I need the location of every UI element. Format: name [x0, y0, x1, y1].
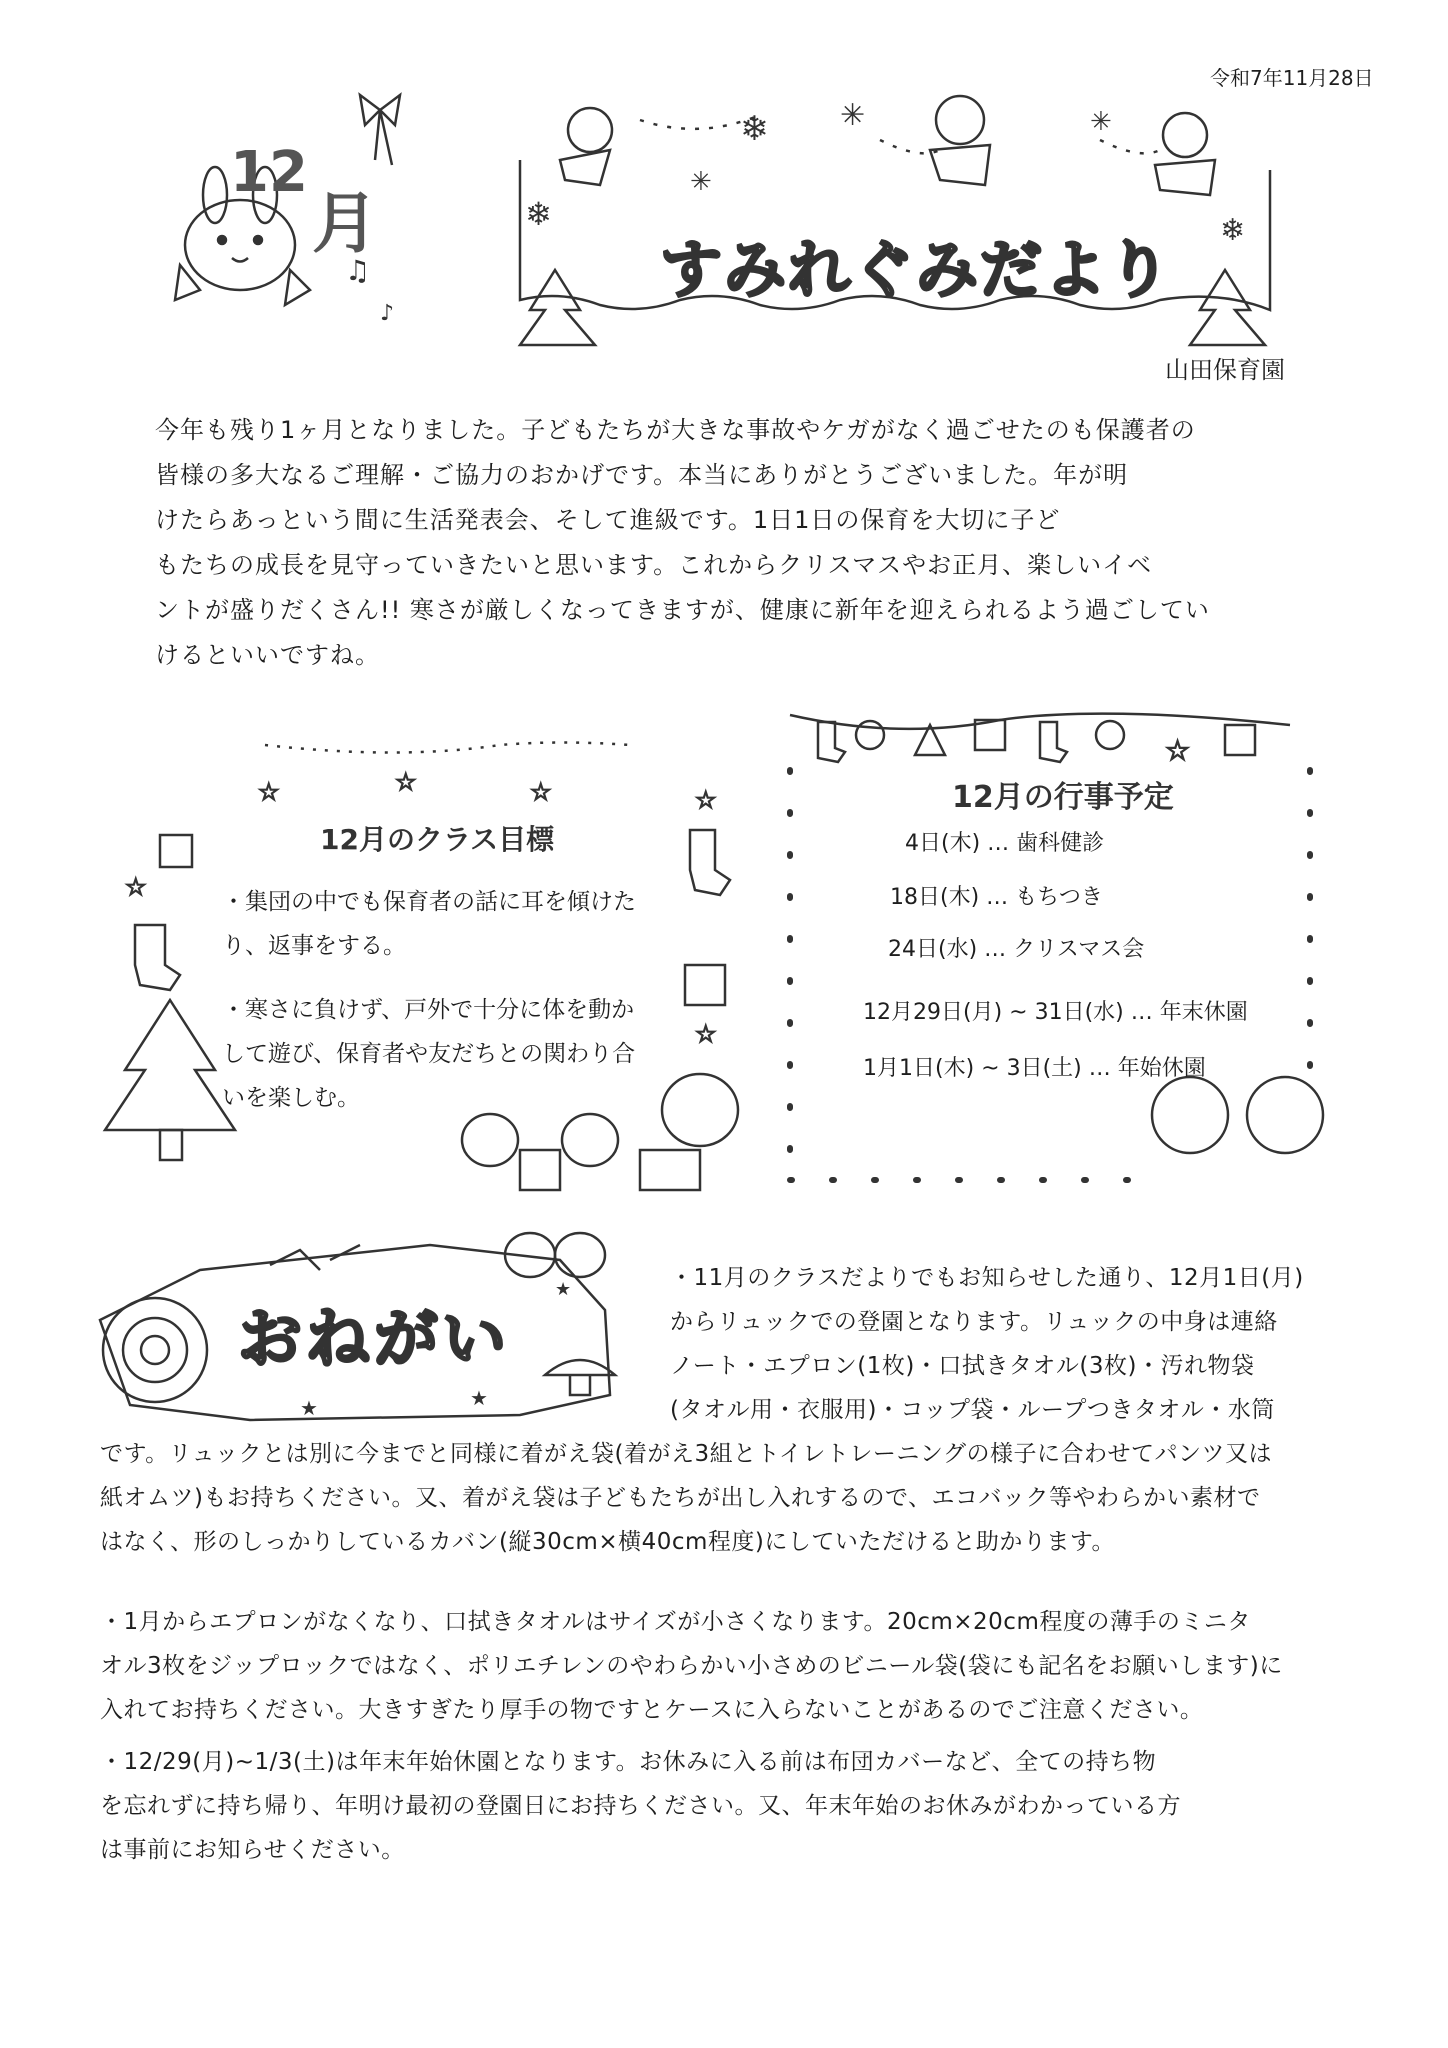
requests-bullet-3 [100, 1740, 1360, 1872]
newsletter-title: すみれぐみだより [660, 233, 1173, 306]
garland-line-3 [1100, 140, 1160, 153]
request-line: ・1月からエプロンがなくなり、口拭きタオルはサイズが小さくなります。20cm×20cm程度の薄手のミニタ [100, 1609, 1251, 1635]
event-item: 12月29日(月) ~ 31日(水) … 年末休園 [863, 1000, 1248, 1025]
stocking-icon [135, 925, 180, 990]
snowflake-icon: ❄ [740, 109, 769, 149]
star-icon-10: ★ [555, 1279, 572, 1300]
child-icon-2 [1247, 1077, 1323, 1153]
event-item: 24日(水) … クリスマス会 [888, 937, 1145, 962]
intro-line: 皆様の多大なるご理解・ご協力のおかげです。本当にありがとうございました。年が明 [155, 461, 1129, 489]
stocking-icon-3 [818, 722, 845, 762]
tree-icon-2 [1190, 270, 1265, 345]
request-line: 入れてお持ちください。大きすぎたり厚手の物ですとケースに入らないことがあるのでご注意ください。 [100, 1697, 1204, 1723]
star-icon-6: ☆ [695, 1020, 717, 1048]
gift-icon [685, 965, 725, 1005]
stocking-icon-2 [690, 830, 730, 895]
gift-icon-4 [640, 1150, 700, 1190]
request-line: からリュックでの登園となります。リュックの中身は連絡 [670, 1309, 1278, 1335]
request-line: です。リュックとは別に今までと同様に着がえ袋(着がえ3組とトイレトレーニングの様子に合わせてパンツ又は [100, 1441, 1272, 1467]
event-item: 1月1日(木) ~ 3日(土) … 年始休園 [863, 1056, 1206, 1081]
gift-icon-2 [160, 835, 192, 867]
snowflake-icon-2: ❄ [525, 195, 552, 233]
stocking-icon-4 [1040, 722, 1067, 762]
angel-icon-2 [930, 96, 990, 185]
bell-icon-2 [285, 270, 310, 305]
star-icon-8: ★ [300, 1396, 318, 1420]
event-item: 18日(木) … もちつき [890, 885, 1103, 910]
issue-date: 令和7年11月28日 [1210, 66, 1374, 90]
intro-line: けたらあっという間に生活発表会、そして進級です。1日1日の保育を大切に子ど [155, 506, 1061, 534]
requests-title: おねがい [238, 1303, 510, 1377]
snowflake-icon-3: ❄ [1220, 213, 1246, 248]
bow-icon [360, 95, 400, 165]
class-goal-2: ・寒さに負けず、戸外で十分に体を動かして遊び、保育者や友だちとの関わり合いを楽しむ。 [222, 997, 636, 1111]
request-line: オル3枚をジップロックではなく、ポリエチレンのやわらかい小さめのビニール袋(袋にも記名をお願いします)に [100, 1653, 1283, 1679]
class-goal-1: ・集団の中でも保育者の話に耳を傾けたり、返事をする。 [222, 889, 636, 959]
gift-icon-6 [1225, 725, 1255, 755]
events-title: 12月の行事予定 [952, 780, 1174, 815]
star-icon: ☆ [258, 778, 280, 806]
class-goals-title: 12月のクラス目標 [320, 823, 555, 856]
ornament-icon-2 [1096, 721, 1124, 749]
request-line: はなく、形のしっかりしているカバン(縦30cm×横40cm程度)にしていただけると助かります。 [100, 1529, 1116, 1555]
gift-icon-3 [520, 1150, 560, 1190]
asterisk-icon-3: ✳ [690, 167, 712, 197]
event-item: 4日(木) … 歯科健診 [905, 831, 1105, 856]
bell-icon [175, 265, 200, 300]
tree-icon [520, 270, 595, 345]
request-line: は事前にお知らせください。 [100, 1837, 405, 1863]
intro-line: けるといいですね。 [155, 641, 380, 669]
month-number: 12 [230, 140, 308, 205]
goals-garland [265, 743, 630, 753]
christmas-tree-icon [105, 1000, 235, 1160]
cat-small-icon [562, 1114, 618, 1166]
request-line: を忘れずに持ち帰り、年明け最初の登園日にお持ちください。又、年末年始のお休みがわかっている方 [100, 1793, 1181, 1819]
requests-bullet-2 [100, 1600, 1360, 1732]
bunny-small-icon [462, 1114, 518, 1166]
month-label: 月 [312, 185, 378, 262]
intro-line: もたちの成長を見守っていきたいと思います。これからクリスマスやお正月、楽しいイベ [155, 551, 1153, 579]
ornament-icon [856, 721, 884, 749]
intro-line: 今年も残り1ヶ月となりました。子どもたちが大きな事故やケガがなく過ごせたのも保護者の [155, 416, 1196, 444]
bear-icon [662, 1074, 738, 1146]
request-line: ・12/29(月)~1/3(土)は年末年始休園となります。お休みに入る前は布団カバーなど、全ての持ち物 [100, 1749, 1157, 1775]
angel-icon [560, 108, 612, 185]
request-line: ・11月のクラスだよりでもお知らせした通り、12月1日(月) [670, 1265, 1304, 1291]
intro-paragraph [155, 408, 1305, 678]
request-line: (タオル用・衣服用)・コップ袋・ループつきタオル・水筒 [670, 1397, 1275, 1423]
child-icon [1152, 1077, 1228, 1153]
request-line: ノート・エプロン(1枚)・口拭きタオル(3枚)・汚れ物袋 [670, 1353, 1255, 1379]
music-note-icon: ♫ [345, 254, 371, 287]
school-name: 山田保育園 [1165, 356, 1285, 384]
star-icon-9: ★ [470, 1386, 488, 1410]
request-line: 紙オムツ)もお持ちください。又、着がえ袋は子どもたちが出し入れするので、エコバック等やわらかい素材で [100, 1485, 1261, 1511]
star-icon-3: ☆ [530, 778, 552, 806]
requests-bullet-1 [100, 1256, 1360, 1564]
star-icon-5: ☆ [695, 786, 717, 814]
asterisk-icon: ✳ [840, 98, 866, 133]
music-note-icon-2: ♪ [380, 301, 395, 326]
intro-line: ントが盛りだくさん!! 寒さが厳しくなってきますが、健康に新年を迎えられるよう過ごしてい [155, 596, 1210, 624]
asterisk-icon-2: ✳ [1090, 107, 1112, 137]
star-icon-2: ☆ [395, 768, 417, 796]
angel-icon-3 [1155, 113, 1215, 195]
star-icon-4: ☆ [125, 873, 147, 901]
star-icon-7: ☆ [1165, 734, 1191, 767]
